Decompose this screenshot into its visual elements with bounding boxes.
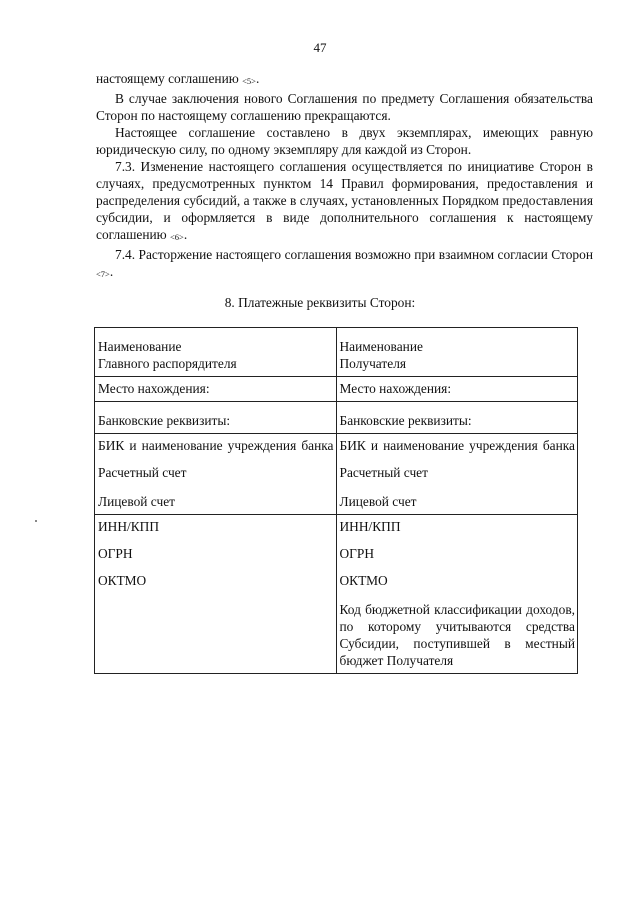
paragraph-copies: Настоящее соглашение составлено в двух экземплярах, имеющих равную юридическую силу, по одному экземпляру для каждой из Сторон. <box>96 125 593 157</box>
left-name-label: Наименование <box>98 339 182 354</box>
right-registration-cell <box>336 515 578 674</box>
right-name-value: Получателя <box>339 356 407 371</box>
right-settlement-account: Расчетный счет <box>339 465 428 480</box>
footnote-ref: <5> <box>242 76 256 86</box>
left-inn-kpp: ИНН/КПП <box>98 519 160 534</box>
right-personal-account: Лицевой счет <box>339 494 417 509</box>
right-name-label: Наименование <box>339 339 423 354</box>
right-budget-code: Код бюджетной классификации доходов, по которому учитываются средства Субсидии, поступившей в местный бюджет Получателя <box>339 602 575 668</box>
left-personal-account: Лицевой счет <box>98 494 176 509</box>
left-name-value: Главного распорядителя <box>98 356 237 371</box>
left-oktmo: ОКТМО <box>98 573 147 588</box>
paragraph-7-4 <box>96 246 593 283</box>
right-name-cell <box>336 328 578 377</box>
footnote-ref: <6> <box>170 232 184 242</box>
scan-speck <box>35 520 37 522</box>
left-name-cell <box>95 328 337 377</box>
left-bik: БИК и наименование учреждения банка <box>98 438 334 453</box>
page-number: 47 <box>313 40 327 55</box>
paragraph-text: 7.3. Изменение настоящего соглашения осуществляется по инициативе Сторон в случаях, предусмотренных пунктом 14 Правил формирования, предоставления и распределения субсидий, а также в случаях, установленных Порядком предоставления субсидии, и оформляется в виде дополнительного соглашения к настоящему соглашению <box>96 159 593 242</box>
payment-details-table <box>94 327 578 674</box>
section-heading: 8. Платежные реквизиты Сторон: <box>224 295 416 310</box>
right-inn-kpp: ИНН/КПП <box>339 519 401 534</box>
table-row <box>95 434 578 515</box>
paragraph-continuation <box>96 70 593 90</box>
table-row <box>95 515 578 674</box>
right-oktmo: ОКТМО <box>339 573 388 588</box>
table-row <box>95 328 578 377</box>
footnote-ref: <7> <box>96 269 110 279</box>
paragraph-new-agreement: В случае заключения нового Соглашения по предмету Соглашения обязательства Сторон по настоящему соглашению прекращаются. <box>96 91 593 123</box>
left-settlement-account: Расчетный счет <box>98 465 187 480</box>
right-bank-details-cell: Банковские реквизиты: <box>336 402 578 434</box>
left-registration-cell <box>95 515 337 674</box>
paragraph-end: . <box>255 71 260 86</box>
left-ogrn: ОГРН <box>98 546 133 561</box>
paragraph-end: . <box>109 264 114 279</box>
agreement-text <box>96 70 593 283</box>
paragraph-text: 7.4. Расторжение настоящего соглашения возможно при взаимном согласии Сторон <box>115 247 593 262</box>
right-ogrn: ОГРН <box>339 546 375 561</box>
left-bank-details-cell: Банковские реквизиты: <box>95 402 337 434</box>
right-bik: БИК и наименование учреждения банка <box>339 438 575 453</box>
paragraph-end: . <box>183 227 188 242</box>
table-row <box>95 402 578 434</box>
right-bank-accounts-cell <box>336 434 578 515</box>
table-row <box>95 377 578 402</box>
left-bank-accounts-cell <box>95 434 337 515</box>
paragraph-text: настоящему соглашению <box>96 71 243 86</box>
left-location-cell: Место нахождения: <box>95 377 337 402</box>
right-location-cell: Место нахождения: <box>336 377 578 402</box>
paragraph-7-3 <box>96 158 593 246</box>
